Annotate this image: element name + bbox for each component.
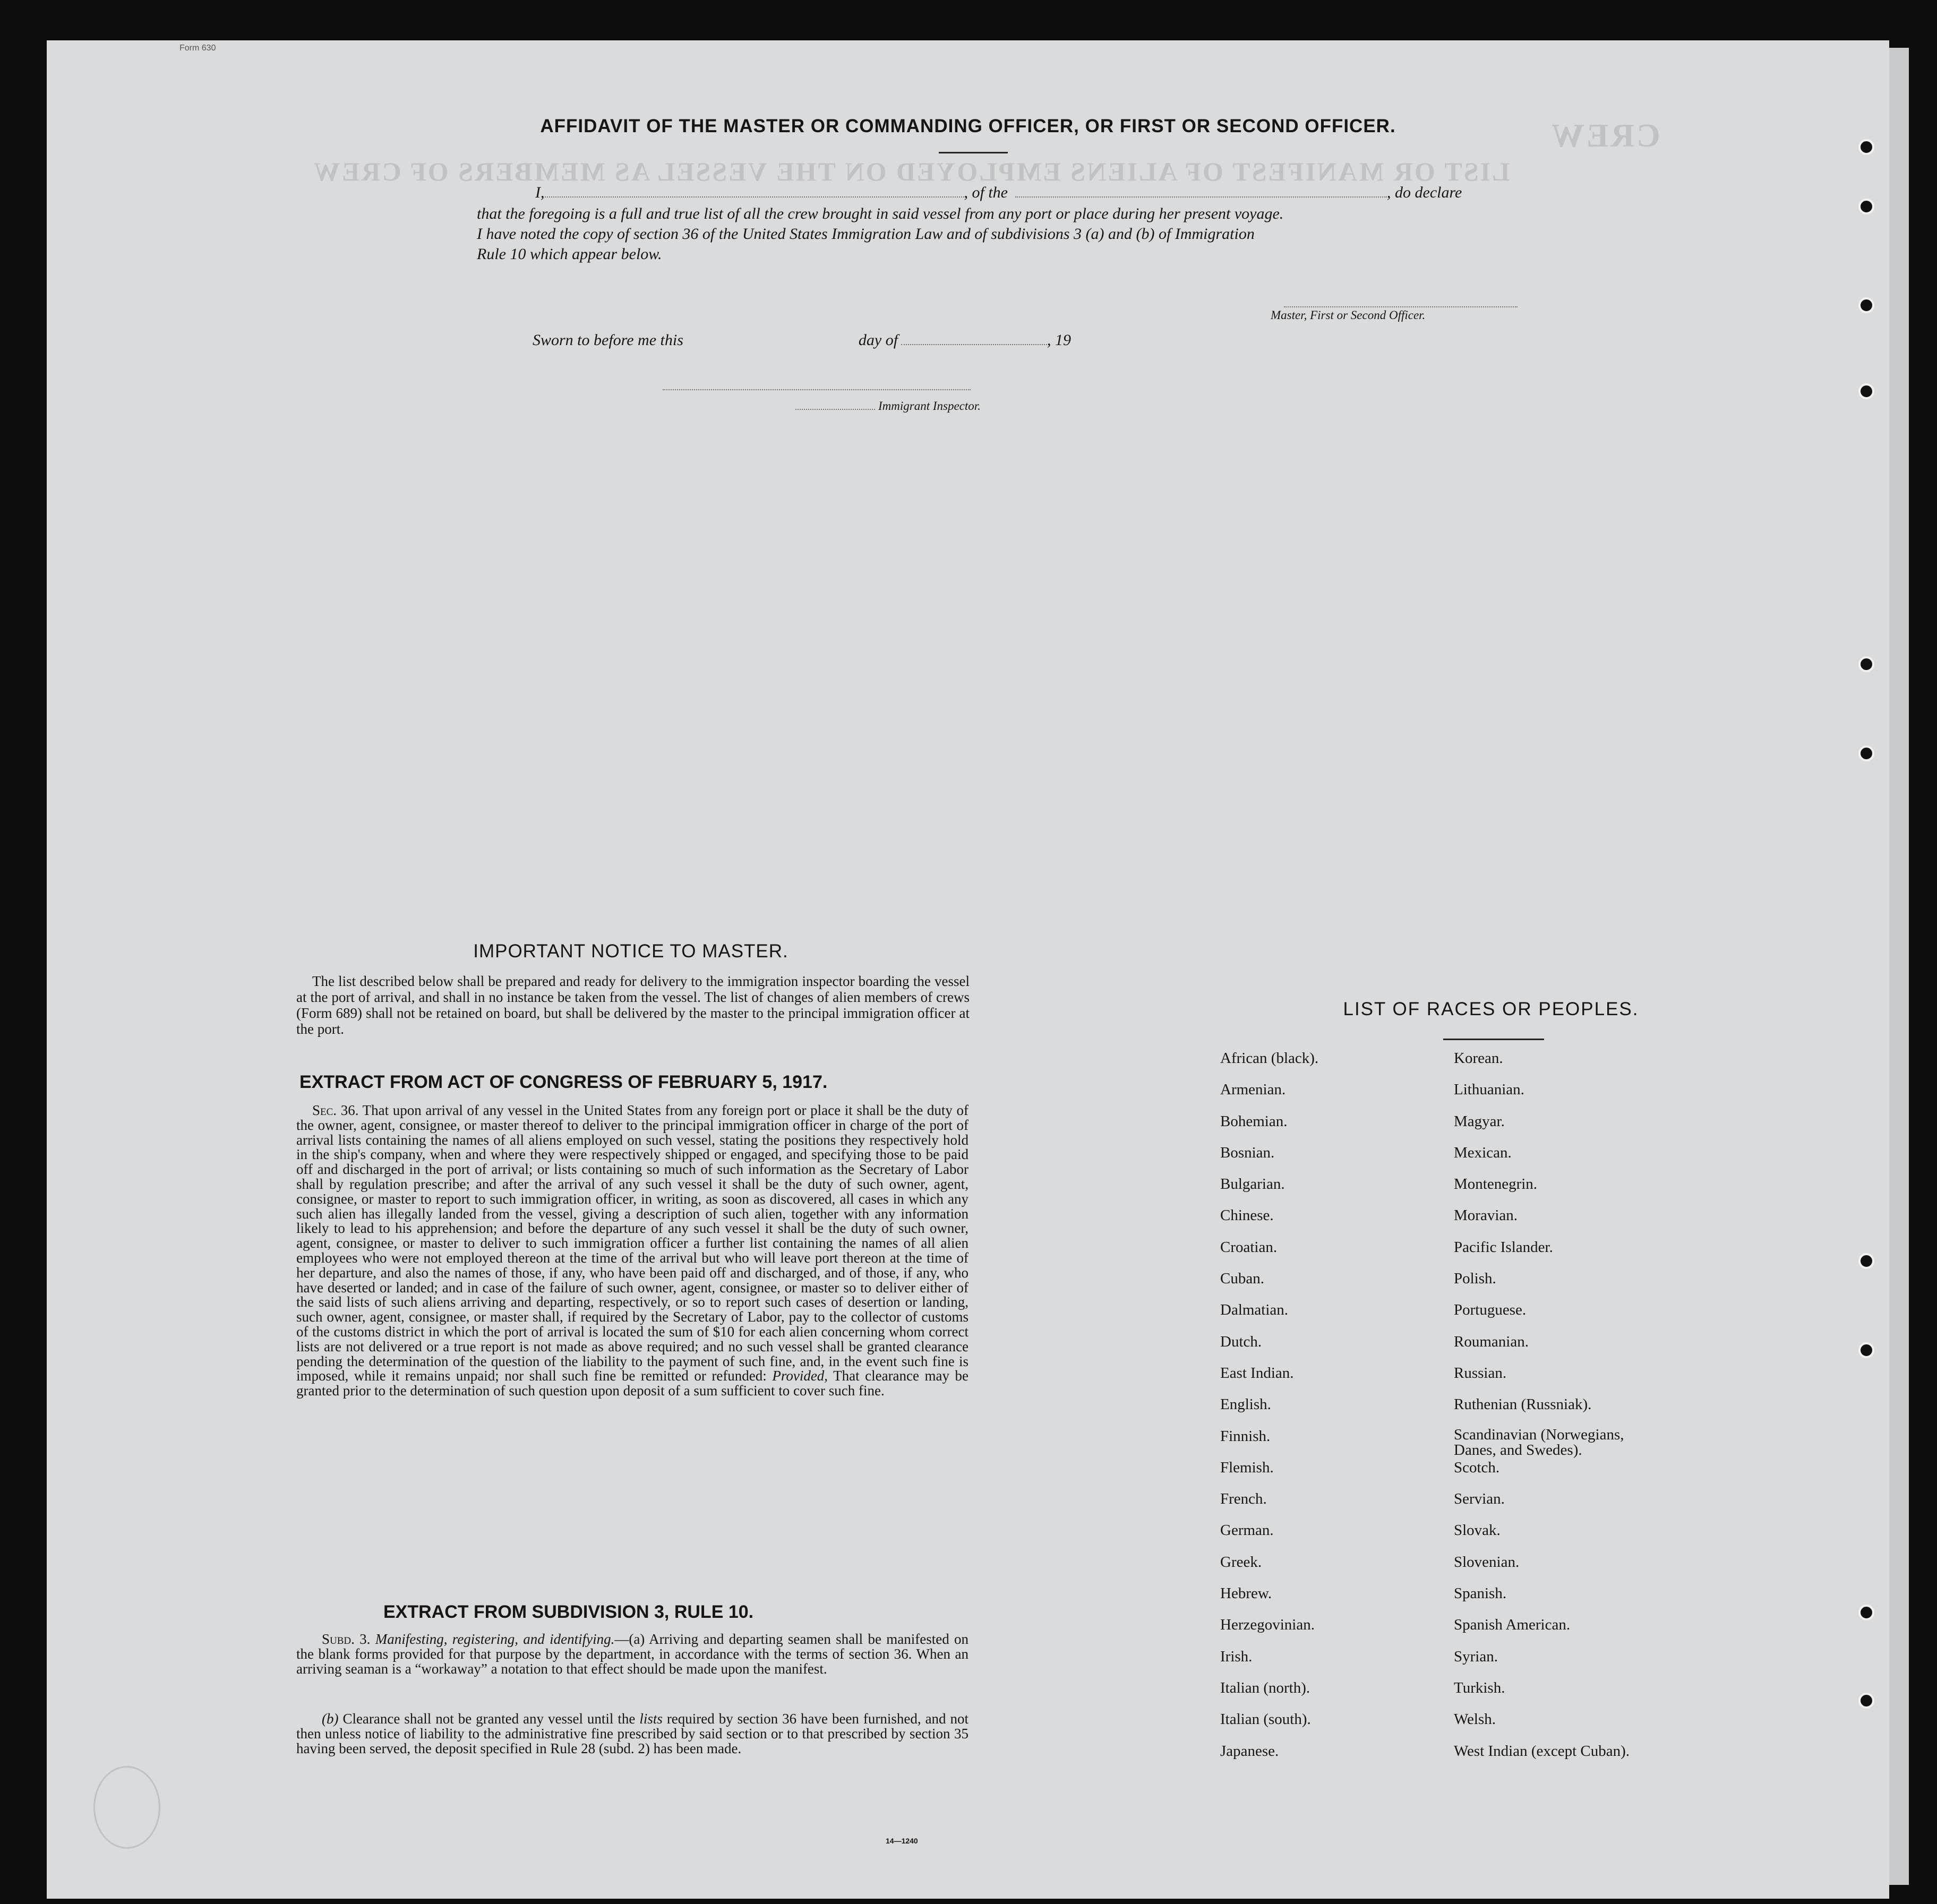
affidavit-of-the: , of the: [964, 184, 1008, 201]
print-code: 14—1240: [886, 1837, 918, 1845]
race-item: Pacific Islander.: [1454, 1238, 1553, 1256]
binder-hole: [1858, 656, 1874, 672]
race-item: West Indian (except Cuban).: [1454, 1742, 1630, 1760]
vessel-blank[interactable]: [1015, 196, 1387, 198]
race-item: Herzegovinian.: [1220, 1616, 1315, 1634]
para-b-label: (b): [322, 1711, 339, 1727]
race-item: Greek.: [1220, 1553, 1262, 1571]
binder-hole: [1858, 199, 1874, 215]
binder-hole: [1858, 297, 1874, 313]
race-item: Turkish.: [1454, 1679, 1505, 1696]
race-item: Finnish.: [1220, 1427, 1271, 1445]
para-b-lists: lists: [639, 1711, 663, 1727]
race-item: Bohemian.: [1220, 1112, 1288, 1130]
form-number: Form 630: [179, 44, 216, 53]
inspector-label: [795, 399, 981, 413]
race-item: Italian (south).: [1220, 1711, 1311, 1728]
race-item: Slovak.: [1454, 1522, 1501, 1539]
race-item: Spanish American.: [1454, 1616, 1571, 1634]
document-page: [47, 40, 1889, 1899]
race-item: Armenian.: [1220, 1081, 1286, 1099]
race-item: Japanese.: [1220, 1742, 1279, 1760]
affidavit-i: I,: [535, 184, 545, 201]
rule-extract-para-a: [296, 1632, 968, 1676]
affidavit-line-4: Rule 10 which appear below.: [477, 245, 662, 263]
act-extract-body: [296, 1103, 968, 1399]
bleed-through-subtitle: LIST OR MANIFEST OF ALIENS EMPLOYED ON THE VESSEL AS MEMBERS OF CREW: [312, 157, 1510, 186]
race-item: East Indian.: [1220, 1364, 1294, 1382]
divider: [1443, 1039, 1544, 1040]
act-body-end: That clearance may be granted prior to the determination of such question upon deposit of a sum sufficient to cover such fine.: [296, 1368, 969, 1399]
act-body-text: That upon arrival of any vessel in the United States from any foreign port or place it shall be the duty of the owner, agent, consignee, or master thereof to deliver to the principal immigration officer in charge of the port of arrival lists containing the names of all aliens employed on such vessel, stating the positions they respectively hold in the ship's company, when and where they were respectively shipped or engaged, and specifying those to be paid off and discharged in the port of arrival; or lists containing so much of such information as the Secretary of Labor shall by regulation prescribe; and after the arrival of any such vessel it shall be the duty of such owner, agent, consignee, or master to report to such immigration officer, in writing, as soon as discovered, all cases in which any such alien has illegally landed from the vessel, giving a description of such alien, together with any information likely to lead to his apprehension; and before the departure of any such vessel it shall be the duty of such owner, agent, consignee, or master to deliver to such immigration officer a further list containing the names of all alien employees who were not employed thereon at the time of the arrival but who will leave port thereon at the time of her departure, and also the names of those, if any, who have been paid off and discharged, and of those, if any, who have deserted or landed; and in case of the failure of such owner, agent, consignee, or master so to deliver either of the said lists of such aliens arriving and departing, respectively, or so to report such cases of desertion or landing, such owner, agent, consignee, or master shall, if required by the Secretary of Labor, pay to the collector of customs of the customs district in which the port of arrival is located the sum of $10 for each alien concerning whom correct lists are not delivered or a true report is not made as above required; and no such vessel shall be granted clearance pending the determination of the question of the liability to the payment of such fine, and, in the event such fine is imposed, while it remains unpaid; nor shall such fine be remitted or refunded:: [296, 1102, 968, 1384]
race-item: Bosnian.: [1220, 1144, 1275, 1161]
sworn-line: [533, 331, 1071, 349]
race-item: Moravian.: [1454, 1207, 1518, 1224]
race-item: Dalmatian.: [1220, 1301, 1289, 1319]
subd-label: Subd. 3.: [322, 1631, 371, 1647]
race-item: Croatian.: [1220, 1238, 1278, 1256]
affidavit-do-declare: , do declare: [1387, 184, 1462, 201]
month-blank[interactable]: [901, 344, 1047, 345]
race-item: Roumanian.: [1454, 1333, 1529, 1350]
inspector-name-blank[interactable]: [795, 408, 875, 410]
race-item: Polish.: [1454, 1270, 1496, 1288]
year-text: , 19: [1047, 331, 1072, 349]
inspector-signature-line[interactable]: [663, 389, 971, 390]
race-item: Korean.: [1454, 1050, 1503, 1067]
para-a-text: —(a) Arriving and departing seamen shall be manifested on the blank forms provided for that purpose by the department, in accordance with the terms of section 36. When an arriving seaman is a “workaway” a notation to that effect should be made upon the manifest.: [296, 1631, 968, 1677]
race-item: German.: [1220, 1522, 1274, 1539]
underlying-page-edge: [1886, 48, 1909, 1885]
affidavit-line-3: I have noted the copy of section 36 of the United States Immigration Law and of subdivisions 3 (a) and (b) of Immigration: [477, 225, 1255, 243]
binder-hole: [1858, 1342, 1874, 1358]
race-item: Cuban.: [1220, 1270, 1264, 1288]
race-item: African (black).: [1220, 1050, 1319, 1067]
race-item: Russian.: [1454, 1364, 1507, 1382]
race-item: English.: [1220, 1396, 1271, 1413]
section-label: Sec. 36.: [312, 1102, 359, 1118]
race-item: French.: [1220, 1490, 1267, 1508]
day-of-text: day of: [858, 331, 898, 349]
races-column-1: [1220, 1049, 1443, 1773]
race-item: Flemish.: [1220, 1459, 1274, 1476]
bleed-through-title: CREW: [1549, 118, 1660, 154]
provided-word: Provided,: [772, 1368, 828, 1384]
race-item: Servian.: [1454, 1490, 1505, 1508]
race-item: Slovenian.: [1454, 1553, 1520, 1571]
affidavit-title: AFFIDAVIT OF THE MASTER OR COMMANDING OFFICER, OR FIRST OR SECOND OFFICER.: [540, 116, 1396, 136]
race-item: Chinese.: [1220, 1207, 1274, 1224]
notice-title: IMPORTANT NOTICE TO MASTER.: [473, 941, 788, 962]
race-item: Italian (north).: [1220, 1679, 1310, 1696]
para-b-text-1: Clearance shall not be granted any vessel until the: [342, 1711, 636, 1727]
race-item: Irish.: [1220, 1648, 1253, 1665]
race-item: Portuguese.: [1454, 1301, 1527, 1319]
binder-hole: [1858, 383, 1874, 399]
rule-extract-title: EXTRACT FROM SUBDIVISION 3, RULE 10.: [383, 1602, 754, 1622]
race-item: Spanish.: [1454, 1585, 1507, 1602]
race-item: Lithuanian.: [1454, 1081, 1524, 1099]
affidavit-line-2: that the foregoing is a full and true list of all the crew brought in said vessel from any port or place during her present voyage.: [477, 205, 1284, 222]
race-item: Mexican.: [1454, 1144, 1512, 1161]
race-item: Welsh.: [1454, 1711, 1496, 1728]
race-item: Ruthenian (Russniak).: [1454, 1396, 1592, 1413]
races-column-2: [1454, 1049, 1730, 1773]
race-item: Hebrew.: [1220, 1585, 1272, 1602]
race-item: Magyar.: [1454, 1112, 1505, 1130]
act-extract-title: EXTRACT FROM ACT OF CONGRESS OF FEBRUARY 5, 1917.: [299, 1072, 828, 1092]
rule-extract-para-b: [296, 1712, 968, 1756]
inspector-label-text: Immigrant Inspector.: [878, 399, 981, 413]
name-blank[interactable]: [545, 196, 964, 198]
master-signature-line[interactable]: [1284, 306, 1518, 307]
sworn-text: Sworn to before me this: [533, 331, 683, 349]
binder-hole: [1858, 745, 1874, 761]
binder-hole: [1858, 1693, 1874, 1709]
binder-hole: [1858, 139, 1874, 155]
divider: [939, 152, 1008, 153]
notice-body-text: The list described below shall be prepared and ready for delivery to the immigration inspector boarding the vessel at the port of arrival, and shall in no instance be taken from the vessel. The list of changes of alien members of crews (Form 689) shall not be retained on board, but shall be delivered by the master to the principal immigration officer at the port.: [296, 973, 970, 1037]
binder-hole: [1858, 1605, 1874, 1620]
race-item: Scandinavian (Norwegians, Danes, and Swedes).: [1454, 1426, 1624, 1459]
race-item: Montenegrin.: [1454, 1176, 1538, 1193]
race-item: Syrian.: [1454, 1648, 1498, 1665]
race-item: Scotch.: [1454, 1459, 1500, 1476]
subd-heading: Manifesting, registering, and identifying.: [375, 1631, 615, 1647]
master-signature-label: Master, First or Second Officer.: [1271, 308, 1426, 322]
affidavit-line-1: [535, 184, 1462, 202]
races-title: LIST OF RACES OR PEOPLES.: [1343, 999, 1639, 1019]
notice-body: [296, 973, 970, 1037]
race-item: Dutch.: [1220, 1333, 1262, 1350]
faint-stamp: [93, 1766, 160, 1849]
para-b-text-2: required by section 36 have been furnished, and not then unless notice of liability to the administrative fine prescribed by said section or to that prescribed by section 35 having been served, the deposit specified in Rule 28 (subd. 2) has been made.: [296, 1711, 969, 1756]
race-item: Bulgarian.: [1220, 1176, 1285, 1193]
binder-hole: [1858, 1253, 1874, 1269]
